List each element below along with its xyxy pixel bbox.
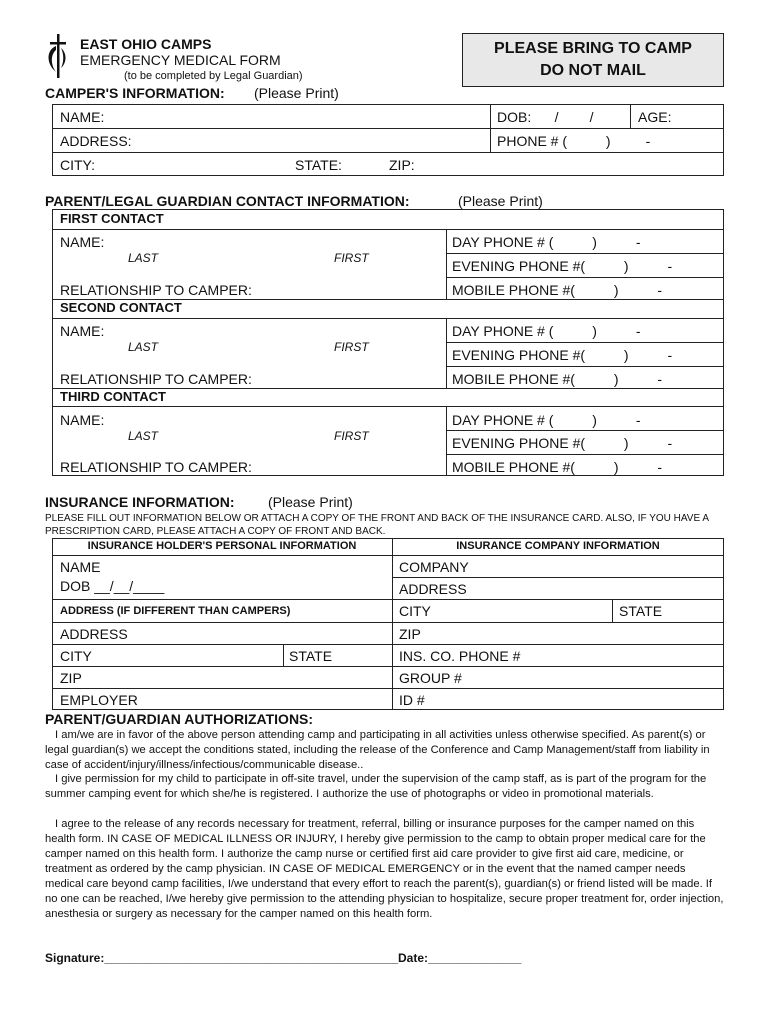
holder-address-diff-label: ADDRESS (IF DIFFERENT THAN CAMPERS) xyxy=(60,605,291,617)
contact2-first: FIRST xyxy=(334,340,369,354)
contact3-first: FIRST xyxy=(334,429,369,443)
camper-dob-label[interactable]: DOB: / / xyxy=(497,109,594,125)
form-subtitle: (to be completed by Legal Guardian) xyxy=(124,70,303,82)
contact2-evening-phone[interactable]: EVENING PHONE #( ) - xyxy=(452,347,673,363)
contact2-last: LAST xyxy=(128,340,159,354)
camper-city-label[interactable]: CITY: xyxy=(60,157,96,173)
holder-city-label[interactable]: CITY xyxy=(60,648,92,664)
logo xyxy=(44,34,72,78)
contact2-relationship[interactable]: RELATIONSHIP TO CAMPER: xyxy=(60,371,252,387)
org-name: EAST OHIO CAMPS xyxy=(80,36,212,52)
insurance-holder-header: INSURANCE HOLDER'S PERSONAL INFORMATION xyxy=(87,540,357,552)
holder-address-label[interactable]: ADDRESS xyxy=(60,626,128,642)
contact1-mobile-phone[interactable]: MOBILE PHONE #( ) - xyxy=(452,282,663,298)
authorization-paragraph-1: I am/we are in favor of the above person attending camp and participating in all activities unless otherwise specified. As parent(s) or legal guardian(s) we accept the conditions stated, including the release of the Conference and Camp Management/staff from liability in case of accident/injury/illness/infectious/communicable disease.. xyxy=(45,729,710,771)
camper-zip-label[interactable]: ZIP: xyxy=(389,157,415,173)
camper-phone-label[interactable]: PHONE # ( ) - xyxy=(497,133,651,149)
insurance-instructions: PLEASE FILL OUT INFORMATION BELOW OR ATTACH A COPY OF THE FRONT AND BACK OF THE INSURANCE CARD. ALSO, IF YOU HAVE A PRESCRIPTION CARD, PLEASE ATTACH A COPY OF FRONT AND BACK. xyxy=(45,513,709,537)
camper-note: (Please Print) xyxy=(254,85,339,101)
contact3-day-phone[interactable]: DAY PHONE # ( ) - xyxy=(452,412,641,428)
contact2-name-label[interactable]: NAME: xyxy=(60,323,105,339)
contact1-last: LAST xyxy=(128,251,159,265)
group-label[interactable]: GROUP # xyxy=(399,670,462,686)
insurance-heading: INSURANCE INFORMATION: xyxy=(45,494,235,510)
holder-name-label[interactable]: NAME xyxy=(60,559,101,575)
contact3-relationship[interactable]: RELATIONSHIP TO CAMPER: xyxy=(60,459,252,475)
camper-heading: CAMPER'S INFORMATION: xyxy=(45,85,225,101)
cross-and-flame-icon xyxy=(44,34,72,78)
form-title: EMERGENCY MEDICAL FORM xyxy=(80,52,281,68)
company-zip-label[interactable]: ZIP xyxy=(399,626,421,642)
contact1-relationship[interactable]: RELATIONSHIP TO CAMPER: xyxy=(60,282,252,298)
contact2-day-phone[interactable]: DAY PHONE # ( ) - xyxy=(452,323,641,339)
authorization-paragraph-3: I agree to the release of any records necessary for treatment, referral, billing or insurance purposes for the camper named on this health form. IN CASE OF MEDICAL ILLNESS OR INJURY, I hereby give permission to the camp to obtain proper medical care for the camper named on this health form. I authorize the camp nurse or certified first aid care provider to give first aid care, medicine, or treatment as ordered by the camp physician. IN CASE OF MEDICAL EMERGENCY or in the event that the named camper needs medical care beyond camp facilities, I/we understand that every effort to reach the parent(s), guardian(s) or friend listed will be made. If no one can be reached, I/we hereby give permission to the attending physician to hospitalize, secure proper treatment for, order injection, anesthesia or surgery as necessary for the camper named on this health form. xyxy=(45,818,724,920)
contact3-name-label[interactable]: NAME: xyxy=(60,412,105,428)
holder-dob-label[interactable]: DOB __/__/____ xyxy=(60,578,165,594)
company-state-label[interactable]: STATE xyxy=(619,603,663,619)
company-city-label[interactable]: CITY xyxy=(399,603,431,619)
holder-state-label[interactable]: STATE xyxy=(289,648,333,664)
authorization-paragraph-2: I give permission for my child to participate in off-site travel, under the supervision of the camp staff, as is part of the program for the summer camping event for which she/he is registered. I authorize the use of photographs or video in promotional materials. xyxy=(45,773,707,800)
contact3-title: THIRD CONTACT xyxy=(60,389,166,404)
holder-zip-label[interactable]: ZIP xyxy=(60,670,82,686)
camper-age-label[interactable]: AGE: xyxy=(638,109,672,125)
notice-box xyxy=(462,33,724,87)
contact1-evening-phone[interactable]: EVENING PHONE #( ) - xyxy=(452,258,673,274)
holder-employer-label[interactable]: EMPLOYER xyxy=(60,692,138,708)
camper-name-label[interactable]: NAME: xyxy=(60,109,105,125)
camper-state-label[interactable]: STATE: xyxy=(295,157,342,173)
authorizations-heading: PARENT/GUARDIAN AUTHORIZATIONS: xyxy=(45,711,314,727)
company-label[interactable]: COMPANY xyxy=(399,559,469,575)
contact1-name-label[interactable]: NAME: xyxy=(60,234,105,250)
notice-line2: DO NOT MAIL xyxy=(540,62,646,79)
contact3-last: LAST xyxy=(128,429,159,443)
insurance-company-header: INSURANCE COMPANY INFORMATION xyxy=(456,540,660,552)
signature-line[interactable]: Signature:____________________________________________Date:______________ xyxy=(45,951,522,965)
notice-line1: PLEASE BRING TO CAMP xyxy=(494,40,692,57)
contact3-evening-phone[interactable]: EVENING PHONE #( ) - xyxy=(452,435,673,451)
contact1-title: FIRST CONTACT xyxy=(60,211,164,226)
insurance-table xyxy=(52,538,724,710)
contact2-title: SECOND CONTACT xyxy=(60,300,182,315)
guardian-note: (Please Print) xyxy=(458,193,543,209)
contact2-mobile-phone[interactable]: MOBILE PHONE #( ) - xyxy=(452,371,663,387)
camper-address-label[interactable]: ADDRESS: xyxy=(60,133,132,149)
id-label[interactable]: ID # xyxy=(399,692,425,708)
contact1-day-phone[interactable]: DAY PHONE # ( ) - xyxy=(452,234,641,250)
ins-phone-label[interactable]: INS. CO. PHONE # xyxy=(399,648,521,664)
company-address-label[interactable]: ADDRESS xyxy=(399,581,467,597)
contact3-mobile-phone[interactable]: MOBILE PHONE #( ) - xyxy=(452,459,663,475)
guardian-heading: PARENT/LEGAL GUARDIAN CONTACT INFORMATION: xyxy=(45,193,410,209)
contact1-first: FIRST xyxy=(334,251,369,265)
insurance-note: (Please Print) xyxy=(268,494,353,510)
